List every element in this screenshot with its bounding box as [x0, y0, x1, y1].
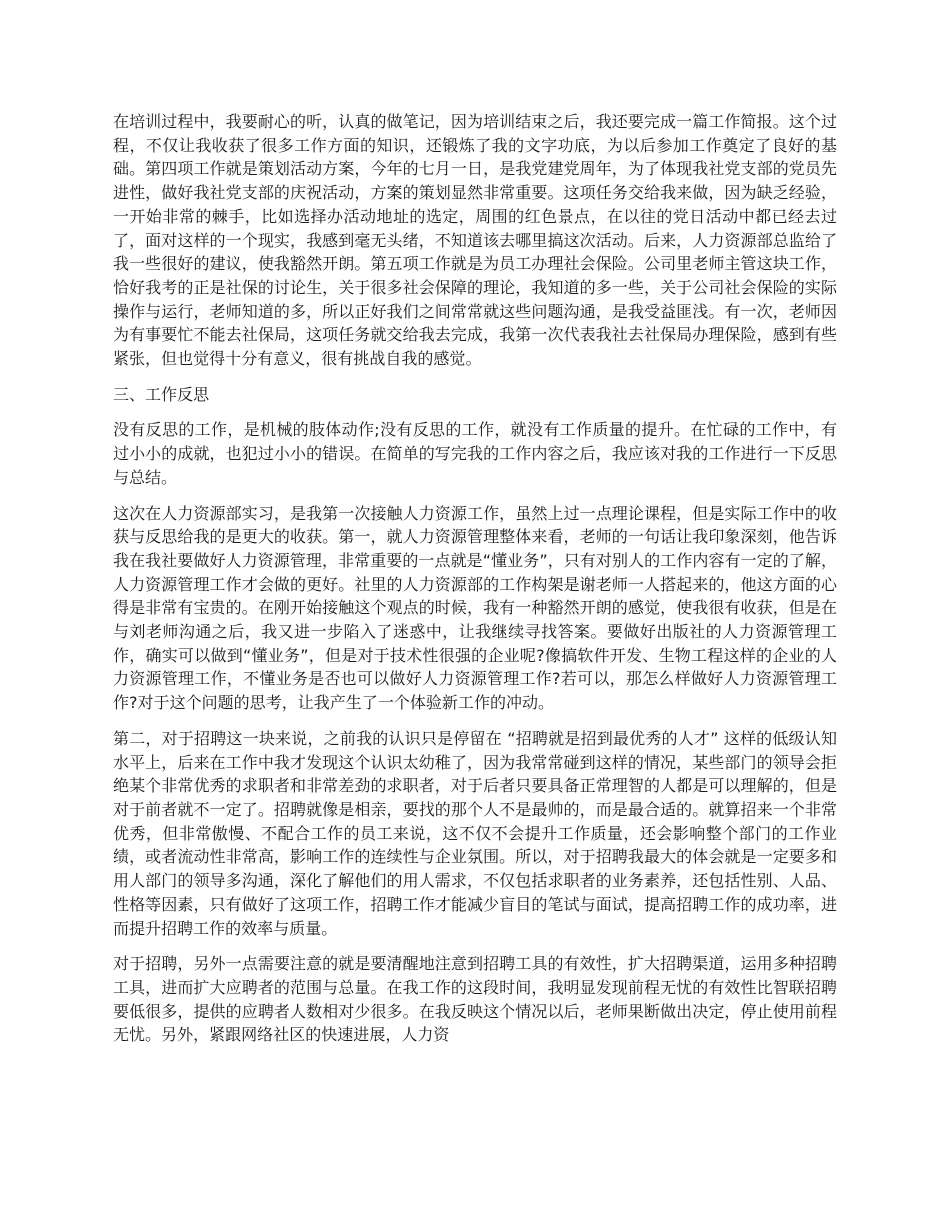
paragraph-recruitment-tools: 对于招聘，另外一点需要注意的就是要清醒地注意到招聘工具的有效性，扩大招聘渠道，运用多种招聘工具，进而扩大应聘者的范围与总量。在我工作的这段时间，我明显发现前程无忧的有效性比智联招聘要低很多，提供的应聘者人数相对少很多。在我反映这个情况以后，老师果断做出决定，停止使用前程无忧。另外，紧跟网络社区的快速进展，人力资 [113, 954, 837, 1045]
paragraph-recruitment-fit: 第二，对于招聘这一块来说，之前我的认识只是停留在 “招聘就是招到最优秀的人才” 这样的低级认知水平上，后来在工作中我才发现这个认识太幼稚了，因为我常常碰到这样的情况，某些部门的领导会拒绝某个非常优秀的求职者和非常差劲的求职者，对于后者只要具备正常理智的人都是可以理解的，但是对于前者就不一定了。招聘就像是相亲，要找的那个人不是最帅的，而是最合适的。就算招来一个非常优秀，但非常傲慢、不配合工作的员工来说，这不仅不会提升工作质量，还会影响整个部门的工作业绩，或者流动性非常高，影响工作的连续性与企业氛围。所以，对于招聘我最大的体会就是一定要多和用人部门的领导多沟通，深化了解他们的用人需求，不仅包括求职者的业务素养，还包括性别、人品、性格等因素，只有做好了这项工作，招聘工作才能减少盲目的笔试与面试，提高招聘工作的成功率，进而提升招聘工作的效率与质量。 [113, 728, 837, 938]
document-body [113, 110, 837, 1059]
paragraph-training: 在培训过程中，我要耐心的听，认真的做笔记，因为培训结束之后，我还要完成一篇工作简报。这个过程，不仅让我收获了很多工作方面的知识，还锻炼了我的文字功底，为以后参加工作奠定了良好的基础。第四项工作就是策划活动方案，今年的七月一日，是我党建党周年，为了体现我社党支部的党员先进性，做好我社党支部的庆祝活动，方案的策划显然非常重要。这项任务交给我来做，因为缺乏经验，一开始非常的棘手，比如选择办活动地址的选定，周围的红色景点，在以往的党日活动中都已经去过了，面对这样的一个现实，我感到毫无头绪，不知道该去哪里搞这次活动。后来，人力资源部总监给了我一些很好的建议，使我豁然开朗。第五项工作就是为员工办理社会保险。公司里老师主管这块工作，恰好我考的正是社保的讨论生，关于很多社会保障的理论，我知道的多一些，关于公司社会保险的实际操作与运行，老师知道的多，所以正好我们之间常常就这些问题沟通，是我受益匪浅。有一次，老师因为有事要忙不能去社保局，这项任务就交给我去完成，我第一次代表我社去社保局办理保险，感到有些紧张，但也觉得十分有意义，很有挑战自我的感觉。 [113, 112, 837, 369]
paragraph-hr-business: 这次在人力资源部实习，是我第一次接触人力资源工作，虽然上过一点理论课程，但是实际工作中的收获与反思给我的是更大的收获。第一，就人力资源管理整体来看，老师的一句话让我印象深刻，他告诉我在我社要做好人力资源管理，非常重要的一点就是“懂业务”，只有对别人的工作内容有一定的了解，人力资源管理工作才会做的更好。社里的人力资源部的工作构架是谢老师一人搭起来的，他这方面的心得是非常有宝贵的。在刚开始接触这个观点的时候，我有一种豁然开朗的感觉，使我很有收获，但是在与刘老师沟通之后，我又进一步陷入了迷惑中，让我继续寻找答案。要做好出版社的人力资源管理工作，确实可以做到“懂业务”，但是对于技术性很强的企业呢?像搞软件开发、生物工程这样的企业的人力资源管理工作，不懂业务是否也可以做好人力资源管理工作?若可以，那怎么样做好人力资源管理工作?对于这个问题的思考，让我产生了一个体验新工作的冲动。 [113, 503, 837, 713]
paragraph-reflection-intro: 没有反思的工作，是机械的肢体动作;没有反思的工作，就没有工作质量的提升。在忙碌的工作中，有过小小的成就，也犯过小小的错误。在简单的写完我的工作内容之后，我应该对我的工作进行一下反思与总结。 [113, 420, 837, 487]
section-heading-work-reflection: 三、工作反思 [113, 384, 210, 404]
